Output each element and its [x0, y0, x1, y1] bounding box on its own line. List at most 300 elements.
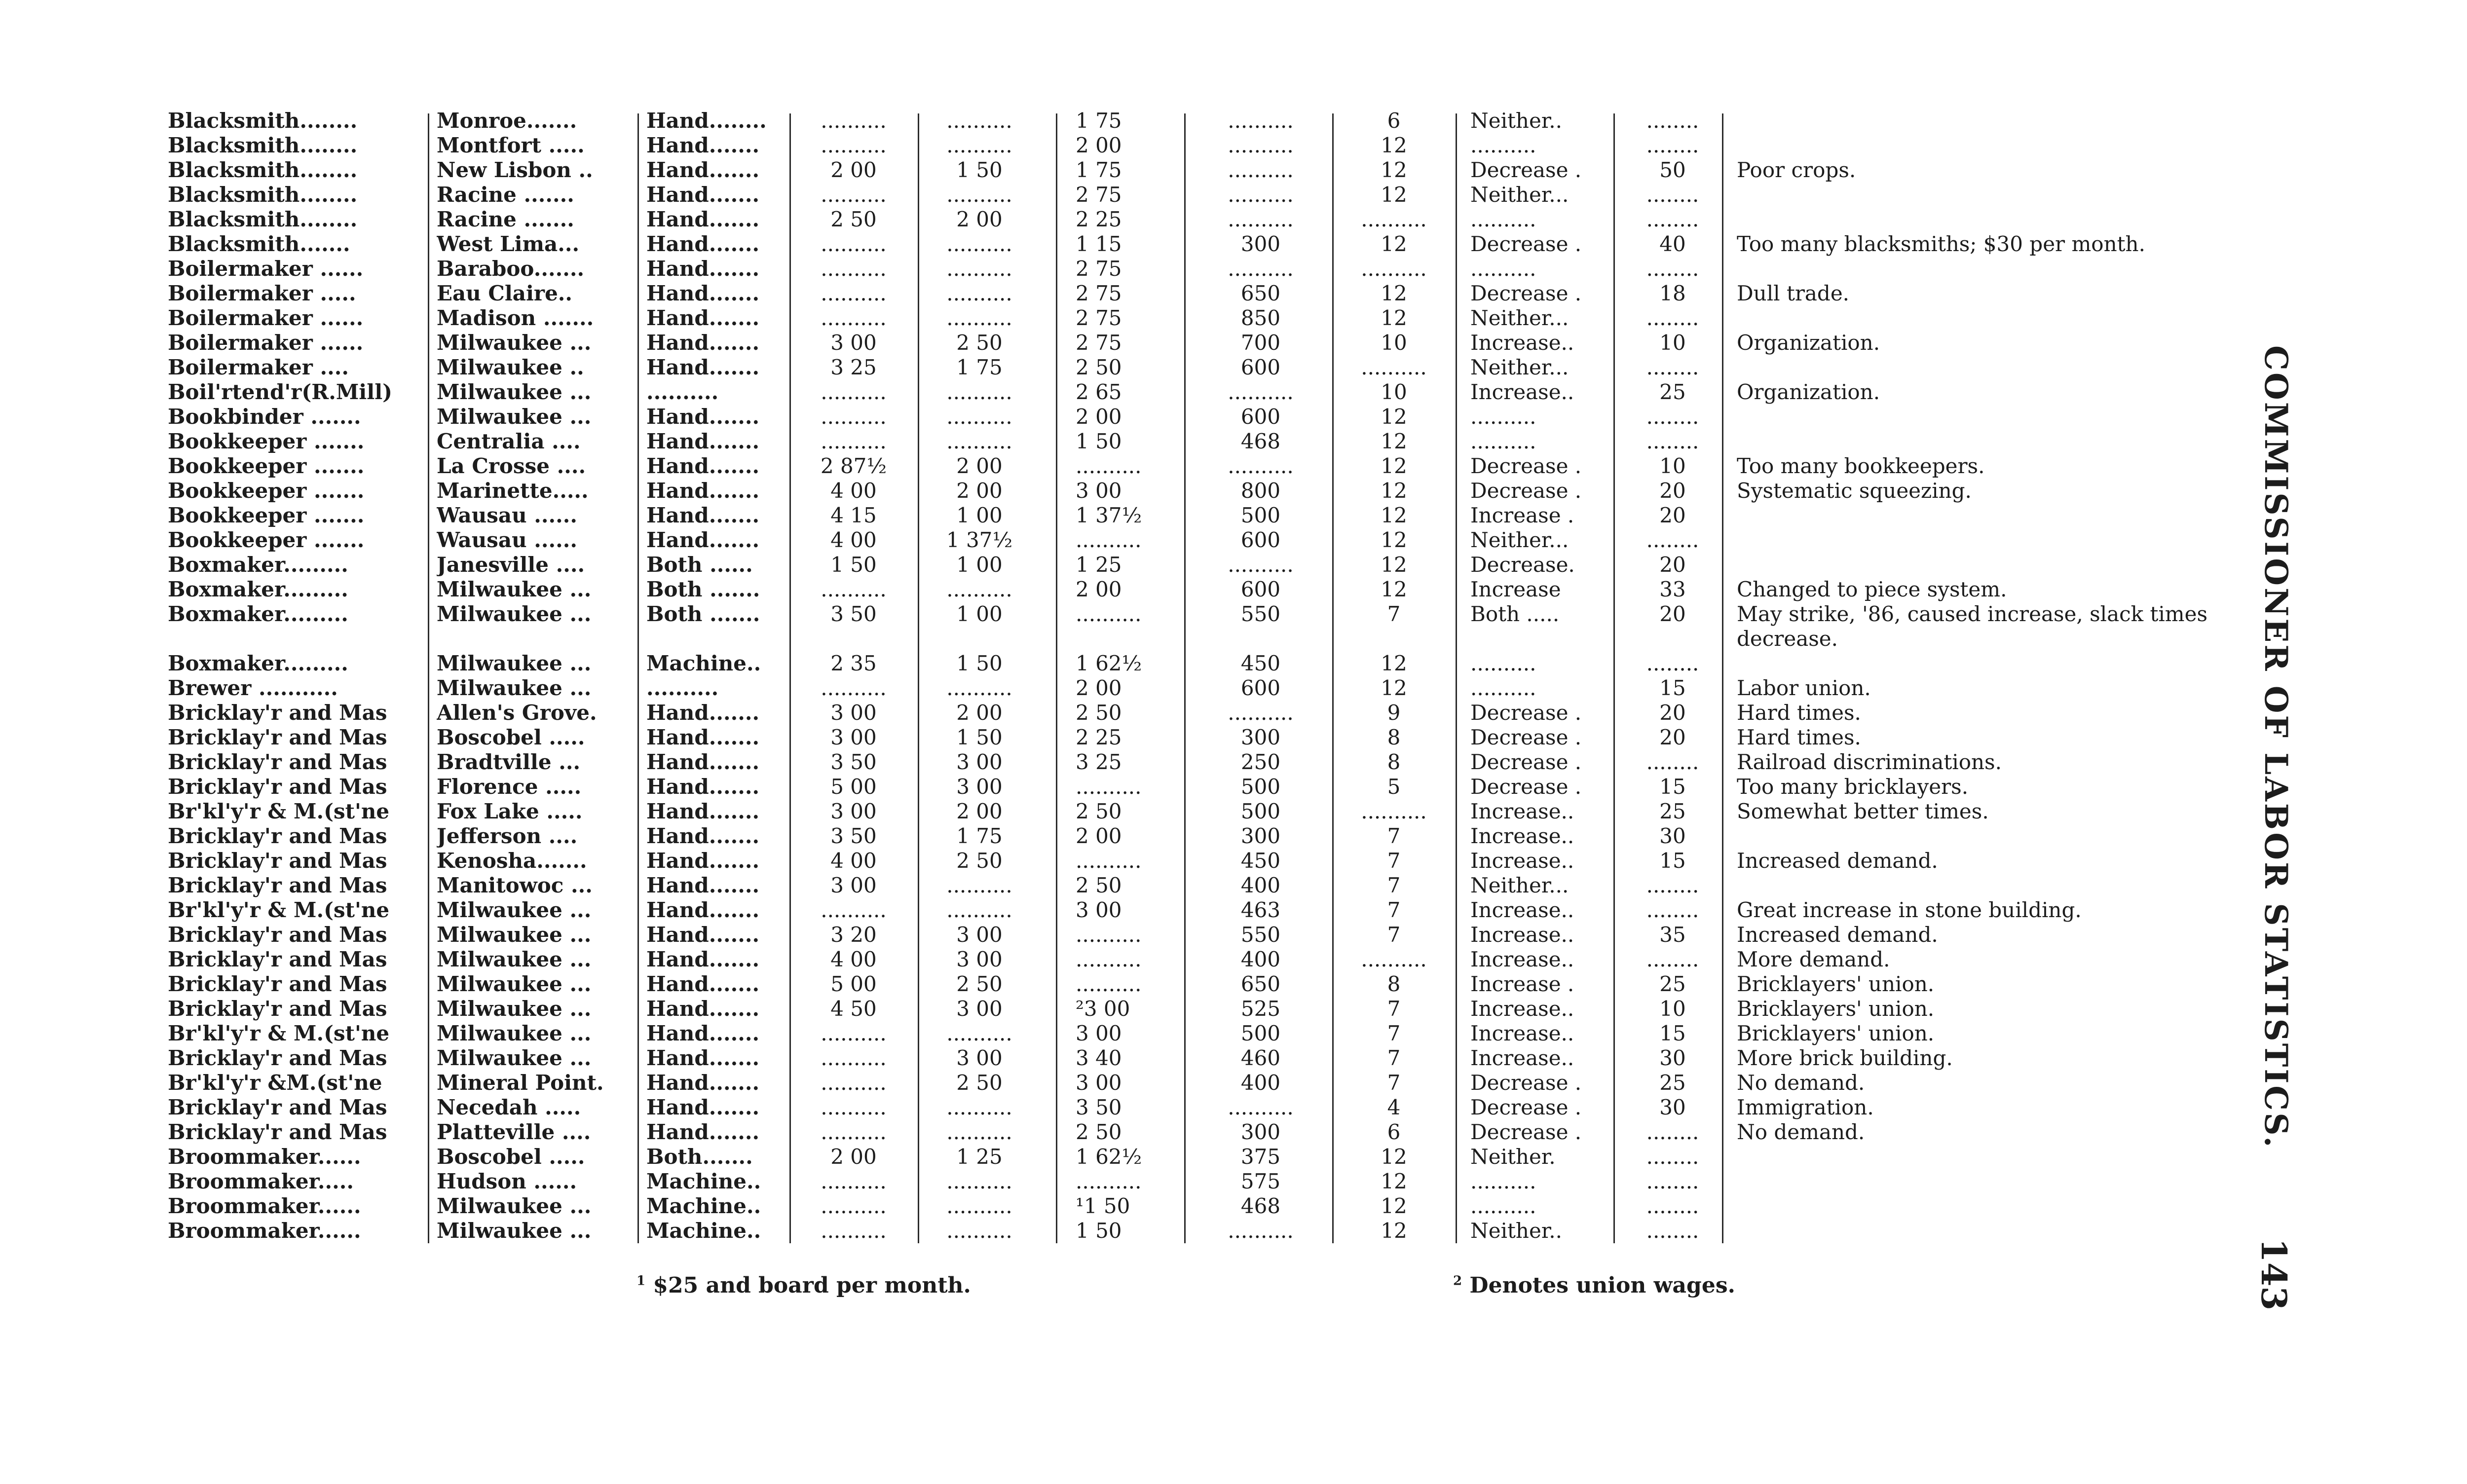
occupation-cell: Bookkeeper .......: [168, 454, 365, 478]
location-cell: Centralia ....: [437, 429, 581, 453]
percent-change-cell: 10: [1659, 997, 1686, 1021]
avg-wage-cell: 3 50: [1076, 1095, 1122, 1119]
percent-change-cell: 35: [1659, 923, 1686, 947]
annual-earnings-cell: 700: [1240, 331, 1281, 355]
percent-change-cell: 20: [1659, 553, 1686, 577]
months-employed-cell: 12: [1381, 429, 1407, 453]
max-wage-cell: 3 25: [830, 355, 877, 379]
wage-change-cell: ..........: [1470, 257, 1536, 281]
location-cell: Milwaukee ...: [437, 676, 592, 700]
occupation-cell: Bricklay'r and Mas: [168, 701, 387, 725]
annual-earnings-cell: 450: [1240, 849, 1281, 873]
occupation-cell: Bookkeeper .......: [168, 528, 365, 552]
annual-earnings-cell: 450: [1240, 651, 1281, 675]
max-wage-cell: 4 00: [830, 947, 877, 971]
min-wage-cell: 1 75: [956, 355, 1003, 379]
location-cell: Milwaukee ..: [437, 355, 584, 379]
avg-wage-cell: 2 25: [1076, 725, 1122, 749]
occupation-cell: Blacksmith........: [168, 158, 358, 182]
location-cell: Montfort .....: [437, 133, 585, 157]
location-cell: Milwaukee ...: [437, 331, 592, 355]
occupation-cell: Bookbinder .......: [168, 405, 361, 429]
occupation-cell: Bricklay'r and Mas: [168, 750, 387, 774]
avg-wage-cell: ..........: [1076, 602, 1142, 626]
months-employed-cell: 12: [1381, 306, 1407, 330]
annual-earnings-cell: ..........: [1228, 207, 1294, 231]
remark-cell: Organization.: [1737, 380, 1880, 404]
wage-change-cell: Decrease.: [1470, 553, 1575, 577]
location-cell: Milwaukee ...: [437, 1219, 592, 1243]
location-cell: Racine .......: [437, 183, 574, 207]
avg-wage-cell: 2 50: [1076, 1120, 1122, 1144]
occupation-cell: Broommaker......: [168, 1194, 361, 1218]
percent-change-cell: ........: [1646, 355, 1699, 379]
occupation-cell: Br'kl'y'r & M.(st'ne: [168, 898, 390, 922]
table-row: [168, 873, 2265, 898]
remark-cell: Bricklayers' union.: [1737, 972, 1935, 996]
percent-change-cell: 30: [1659, 1095, 1686, 1119]
min-wage-cell: 1 00: [956, 503, 1003, 527]
table-row: [168, 725, 2265, 750]
location-cell: Milwaukee ...: [437, 1021, 592, 1045]
months-employed-cell: 12: [1381, 676, 1407, 700]
avg-wage-cell: 1 15: [1076, 232, 1122, 256]
min-wage-cell: 3 00: [956, 775, 1003, 799]
months-employed-cell: 7: [1387, 1071, 1401, 1095]
occupation-cell: Boilermaker ....: [168, 355, 349, 379]
annual-earnings-cell: 400: [1240, 947, 1281, 971]
location-cell: Wausau ......: [437, 528, 578, 552]
max-wage-cell: 1 50: [830, 553, 877, 577]
method-cell: Hand.......: [646, 750, 760, 774]
footnote-2-marker: 2: [1453, 1273, 1462, 1289]
max-wage-cell: 2 35: [830, 651, 877, 675]
remark-cell: Hard times.: [1737, 701, 1861, 725]
location-cell: Mineral Point.: [437, 1071, 604, 1095]
location-cell: Milwaukee ...: [437, 972, 592, 996]
months-employed-cell: 7: [1387, 849, 1401, 873]
percent-change-cell: 20: [1659, 725, 1686, 749]
months-employed-cell: 12: [1381, 158, 1407, 182]
method-cell: Hand.......: [646, 331, 760, 355]
avg-wage-cell: 2 65: [1076, 380, 1122, 404]
remark-cell: No demand.: [1737, 1071, 1865, 1095]
method-cell: Hand.......: [646, 232, 760, 256]
months-employed-cell: 12: [1381, 133, 1407, 157]
wage-change-cell: Decrease .: [1470, 281, 1582, 305]
months-employed-cell: 12: [1381, 1219, 1407, 1243]
method-cell: Hand.......: [646, 849, 760, 873]
min-wage-cell: ..........: [946, 183, 1012, 207]
min-wage-cell: 1 37½: [946, 528, 1013, 552]
percent-change-cell: 25: [1659, 799, 1686, 823]
percent-change-cell: 15: [1659, 775, 1686, 799]
wage-change-cell: Decrease .: [1470, 1071, 1582, 1095]
remark-cell: Too many blacksmiths; $30 per month.: [1737, 232, 2145, 256]
annual-earnings-cell: 600: [1240, 405, 1281, 429]
percent-change-cell: 20: [1659, 479, 1686, 503]
table-row: [168, 429, 2265, 454]
wage-change-cell: Increase..: [1470, 331, 1574, 355]
min-wage-cell: 1 50: [956, 651, 1003, 675]
avg-wage-cell: 1 75: [1076, 158, 1122, 182]
remark-cell: Immigration.: [1737, 1095, 1874, 1119]
months-employed-cell: ..........: [1361, 799, 1427, 823]
occupation-cell: Boil'rtend'r(R.Mill): [168, 380, 393, 404]
method-cell: Hand.......: [646, 454, 760, 478]
method-cell: ..........: [646, 676, 719, 700]
avg-wage-cell: 1 62½: [1076, 1145, 1142, 1169]
method-cell: Both .......: [646, 602, 760, 626]
table-row: [168, 997, 2265, 1021]
percent-change-cell: 40: [1659, 232, 1686, 256]
min-wage-cell: 2 00: [956, 454, 1003, 478]
occupation-cell: Bricklay'r and Mas: [168, 775, 387, 799]
location-cell: Boscobel .....: [437, 1145, 585, 1169]
avg-wage-cell: 1 50: [1076, 1219, 1122, 1243]
remark-cell: Too many bricklayers.: [1737, 775, 1969, 799]
remark-cell: Organization.: [1737, 331, 1880, 355]
avg-wage-cell: ²3 00: [1076, 997, 1130, 1021]
avg-wage-cell: ..........: [1076, 1169, 1142, 1193]
max-wage-cell: ..........: [821, 1071, 887, 1095]
percent-change-cell: 20: [1659, 503, 1686, 527]
min-wage-cell: 2 50: [956, 331, 1003, 355]
occupation-cell: Bookkeeper .......: [168, 503, 365, 527]
max-wage-cell: 4 15: [830, 503, 877, 527]
remark-cell: No demand.: [1737, 1120, 1865, 1144]
min-wage-cell: ..........: [946, 281, 1012, 305]
annual-earnings-cell: 463: [1240, 898, 1281, 922]
max-wage-cell: 3 00: [830, 701, 877, 725]
min-wage-cell: ..........: [946, 232, 1012, 256]
table-row: [168, 651, 2265, 676]
percent-change-cell: 20: [1659, 701, 1686, 725]
percent-change-cell: 30: [1659, 824, 1686, 848]
min-wage-cell: 1 00: [956, 553, 1003, 577]
table-row: [168, 454, 2265, 479]
wage-change-cell: ..........: [1470, 676, 1536, 700]
table-row: [168, 701, 2265, 725]
annual-earnings-cell: 375: [1240, 1145, 1281, 1169]
location-cell: West Lima...: [437, 232, 580, 256]
percent-change-cell: ........: [1646, 1169, 1699, 1193]
percent-change-cell: ........: [1646, 405, 1699, 429]
location-cell: Jefferson ....: [437, 824, 578, 848]
percent-change-cell: 33: [1659, 577, 1686, 601]
wage-change-cell: Increase: [1470, 577, 1561, 601]
max-wage-cell: 3 20: [830, 923, 877, 947]
annual-earnings-cell: 460: [1240, 1046, 1281, 1070]
wage-change-cell: Neither...: [1470, 355, 1569, 379]
min-wage-cell: ..........: [946, 1021, 1012, 1045]
min-wage-cell: ..........: [946, 1219, 1012, 1243]
table-row: [168, 1095, 2265, 1120]
months-employed-cell: 7: [1387, 873, 1401, 897]
remark-cell: Bricklayers' union.: [1737, 1021, 1935, 1045]
location-cell: Manitowoc ...: [437, 873, 593, 897]
table-row: [168, 799, 2265, 824]
avg-wage-cell: 2 00: [1076, 133, 1122, 157]
occupation-cell: Boilermaker .....: [168, 281, 356, 305]
avg-wage-cell: 3 25: [1076, 750, 1122, 774]
remark-cell: More demand.: [1737, 947, 1890, 971]
occupation-cell: Bricklay'r and Mas: [168, 849, 387, 873]
max-wage-cell: 3 50: [830, 750, 877, 774]
max-wage-cell: ..........: [821, 380, 887, 404]
location-cell: La Crosse ....: [437, 454, 586, 478]
table-row: [168, 306, 2265, 331]
percent-change-cell: ........: [1646, 1145, 1699, 1169]
min-wage-cell: 1 50: [956, 725, 1003, 749]
method-cell: Machine..: [646, 1219, 761, 1243]
min-wage-cell: ..........: [946, 133, 1012, 157]
occupation-cell: Bricklay'r and Mas: [168, 725, 387, 749]
percent-change-cell: 15: [1659, 1021, 1686, 1045]
wage-change-cell: Increase..: [1470, 799, 1574, 823]
max-wage-cell: 4 50: [830, 997, 877, 1021]
annual-earnings-cell: ..........: [1228, 158, 1294, 182]
min-wage-cell: 3 00: [956, 750, 1003, 774]
annual-earnings-cell: 600: [1240, 355, 1281, 379]
months-employed-cell: 12: [1381, 1145, 1407, 1169]
max-wage-cell: ..........: [821, 429, 887, 453]
location-cell: Milwaukee ...: [437, 577, 592, 601]
table-row: [168, 133, 2265, 158]
max-wage-cell: ..........: [821, 405, 887, 429]
min-wage-cell: ..........: [946, 898, 1012, 922]
occupation-cell: Bricklay'r and Mas: [168, 997, 387, 1021]
percent-change-cell: ........: [1646, 257, 1699, 281]
remark-cell: Changed to piece system.: [1737, 577, 2007, 601]
method-cell: Hand.......: [646, 1071, 760, 1095]
months-employed-cell: 9: [1387, 701, 1401, 725]
remark-cell: Great increase in stone building.: [1737, 898, 2082, 922]
annual-earnings-cell: 468: [1240, 429, 1281, 453]
max-wage-cell: 3 00: [830, 331, 877, 355]
occupation-cell: Br'kl'y'r & M.(st'ne: [168, 799, 390, 823]
occupation-cell: Bricklay'r and Mas: [168, 923, 387, 947]
avg-wage-cell: 2 00: [1076, 676, 1122, 700]
avg-wage-cell: 1 37½: [1076, 503, 1142, 527]
location-cell: Florence .....: [437, 775, 582, 799]
occupation-cell: Bricklay'r and Mas: [168, 824, 387, 848]
wage-change-cell: Decrease .: [1470, 750, 1582, 774]
method-cell: Hand.......: [646, 873, 760, 897]
table-row: [168, 1145, 2265, 1169]
max-wage-cell: 5 00: [830, 775, 877, 799]
table-row: [168, 158, 2265, 183]
method-cell: Hand.......: [646, 1120, 760, 1144]
percent-change-cell: ........: [1646, 947, 1699, 971]
page-number: 143: [2253, 1238, 2294, 1311]
annual-earnings-cell: 300: [1240, 824, 1281, 848]
percent-change-cell: ........: [1646, 133, 1699, 157]
max-wage-cell: ..........: [821, 109, 887, 133]
occupation-cell: Bricklay'r and Mas: [168, 1095, 387, 1119]
min-wage-cell: 2 00: [956, 207, 1003, 231]
remark-cell: May strike, '86, caused increase, slack times decrease.: [1737, 602, 2208, 651]
avg-wage-cell: 2 50: [1076, 701, 1122, 725]
wage-change-cell: Decrease .: [1470, 232, 1582, 256]
location-cell: Monroe.......: [437, 109, 577, 133]
remark-cell: Dull trade.: [1737, 281, 1850, 305]
percent-change-cell: ........: [1646, 898, 1699, 922]
max-wage-cell: 3 50: [830, 824, 877, 848]
method-cell: Hand.......: [646, 281, 760, 305]
occupation-cell: Boilermaker ......: [168, 306, 364, 330]
percent-change-cell: ........: [1646, 750, 1699, 774]
location-cell: Platteville ....: [437, 1120, 591, 1144]
max-wage-cell: 3 00: [830, 725, 877, 749]
percent-change-cell: 15: [1659, 849, 1686, 873]
avg-wage-cell: ..........: [1076, 528, 1142, 552]
annual-earnings-cell: 500: [1240, 1021, 1281, 1045]
occupation-cell: Bricklay'r and Mas: [168, 873, 387, 897]
min-wage-cell: ..........: [946, 109, 1012, 133]
max-wage-cell: ..........: [821, 898, 887, 922]
wage-change-cell: Neither...: [1470, 183, 1569, 207]
wage-change-cell: Neither..: [1470, 109, 1562, 133]
location-cell: Milwaukee ...: [437, 602, 592, 626]
table-row: [168, 824, 2265, 849]
location-cell: Milwaukee ...: [437, 898, 592, 922]
wage-change-cell: ..........: [1470, 405, 1536, 429]
annual-earnings-cell: ..........: [1228, 133, 1294, 157]
occupation-cell: Bookkeeper .......: [168, 429, 365, 453]
months-employed-cell: 7: [1387, 602, 1401, 626]
occupation-cell: Bricklay'r and Mas: [168, 947, 387, 971]
annual-earnings-cell: ..........: [1228, 1095, 1294, 1119]
wage-change-cell: ..........: [1470, 1194, 1536, 1218]
annual-earnings-cell: 500: [1240, 503, 1281, 527]
max-wage-cell: ..........: [821, 1194, 887, 1218]
wages-table: [168, 109, 2265, 1243]
method-cell: Hand.......: [646, 429, 760, 453]
method-cell: Both.......: [646, 1145, 753, 1169]
remark-cell: Railroad discriminations.: [1737, 750, 2002, 774]
method-cell: Hand.......: [646, 701, 760, 725]
wage-change-cell: Increase..: [1470, 923, 1574, 947]
wage-change-cell: ..........: [1470, 207, 1536, 231]
table-row: [168, 1046, 2265, 1071]
max-wage-cell: 2 50: [830, 207, 877, 231]
max-wage-cell: 2 87½: [820, 454, 887, 478]
min-wage-cell: ..........: [946, 1095, 1012, 1119]
months-employed-cell: ..........: [1361, 947, 1427, 971]
location-cell: Bradtville ...: [437, 750, 581, 774]
avg-wage-cell: 3 00: [1076, 898, 1122, 922]
min-wage-cell: 2 00: [956, 701, 1003, 725]
table-row: [168, 1021, 2265, 1046]
avg-wage-cell: 2 75: [1076, 281, 1122, 305]
percent-change-cell: 10: [1659, 454, 1686, 478]
remark-cell: Bricklayers' union.: [1737, 997, 1935, 1021]
min-wage-cell: ..........: [946, 1120, 1012, 1144]
table-row: [168, 380, 2265, 405]
annual-earnings-cell: ..........: [1228, 1219, 1294, 1243]
table-row: [168, 947, 2265, 972]
annual-earnings-cell: 600: [1240, 528, 1281, 552]
max-wage-cell: ..........: [821, 1095, 887, 1119]
avg-wage-cell: 1 62½: [1076, 651, 1142, 675]
method-cell: Machine..: [646, 1194, 761, 1218]
avg-wage-cell: 2 50: [1076, 873, 1122, 897]
remark-cell: Increased demand.: [1737, 923, 1938, 947]
occupation-cell: Bookkeeper .......: [168, 479, 365, 503]
max-wage-cell: ..........: [821, 1046, 887, 1070]
table-row: [168, 479, 2265, 503]
location-cell: Janesville ....: [437, 553, 585, 577]
location-cell: Necedah .....: [437, 1095, 581, 1119]
months-employed-cell: 6: [1387, 1120, 1401, 1144]
avg-wage-cell: 2 75: [1076, 306, 1122, 330]
min-wage-cell: ..........: [946, 1194, 1012, 1218]
wage-change-cell: Increase..: [1470, 849, 1574, 873]
months-employed-cell: 6: [1387, 109, 1401, 133]
wage-change-cell: Increase..: [1470, 824, 1574, 848]
percent-change-cell: ........: [1646, 873, 1699, 897]
wage-change-cell: Decrease .: [1470, 701, 1582, 725]
wage-change-cell: ..........: [1470, 1169, 1536, 1193]
min-wage-cell: 1 25: [956, 1145, 1003, 1169]
months-employed-cell: 7: [1387, 824, 1401, 848]
max-wage-cell: 4 00: [830, 528, 877, 552]
avg-wage-cell: ..........: [1076, 923, 1142, 947]
table-row: [168, 1120, 2265, 1145]
wage-change-cell: ..........: [1470, 429, 1536, 453]
months-employed-cell: ..........: [1361, 355, 1427, 379]
max-wage-cell: 4 00: [830, 849, 877, 873]
annual-earnings-cell: 250: [1240, 750, 1281, 774]
percent-change-cell: 18: [1659, 281, 1686, 305]
percent-change-cell: ........: [1646, 183, 1699, 207]
min-wage-cell: ..........: [946, 676, 1012, 700]
table-row: [168, 1219, 2265, 1243]
months-employed-cell: 7: [1387, 1046, 1401, 1070]
wage-change-cell: Decrease .: [1470, 775, 1582, 799]
max-wage-cell: ..........: [821, 1120, 887, 1144]
avg-wage-cell: ..........: [1076, 775, 1142, 799]
occupation-cell: Broommaker......: [168, 1145, 361, 1169]
method-cell: Hand.......: [646, 306, 760, 330]
occupation-cell: Blacksmith........: [168, 207, 358, 231]
months-employed-cell: 10: [1381, 331, 1407, 355]
method-cell: Hand.......: [646, 355, 760, 379]
method-cell: Hand.......: [646, 1095, 760, 1119]
months-employed-cell: 4: [1387, 1095, 1401, 1119]
location-cell: Milwaukee ...: [437, 405, 592, 429]
percent-change-cell: ........: [1646, 306, 1699, 330]
months-employed-cell: 12: [1381, 503, 1407, 527]
avg-wage-cell: 3 40: [1076, 1046, 1122, 1070]
location-cell: Fox Lake .....: [437, 799, 583, 823]
method-cell: Machine..: [646, 651, 761, 675]
annual-earnings-cell: ..........: [1228, 109, 1294, 133]
min-wage-cell: ..........: [946, 257, 1012, 281]
method-cell: Hand.......: [646, 133, 760, 157]
percent-change-cell: ........: [1646, 207, 1699, 231]
annual-earnings-cell: 850: [1240, 306, 1281, 330]
table-row: [168, 281, 2265, 306]
percent-change-cell: 15: [1659, 676, 1686, 700]
avg-wage-cell: 3 00: [1076, 1021, 1122, 1045]
table-row: [168, 109, 2265, 133]
avg-wage-cell: 2 00: [1076, 824, 1122, 848]
min-wage-cell: 3 00: [956, 997, 1003, 1021]
method-cell: Hand.......: [646, 1046, 760, 1070]
occupation-cell: Boxmaker.........: [168, 651, 348, 675]
